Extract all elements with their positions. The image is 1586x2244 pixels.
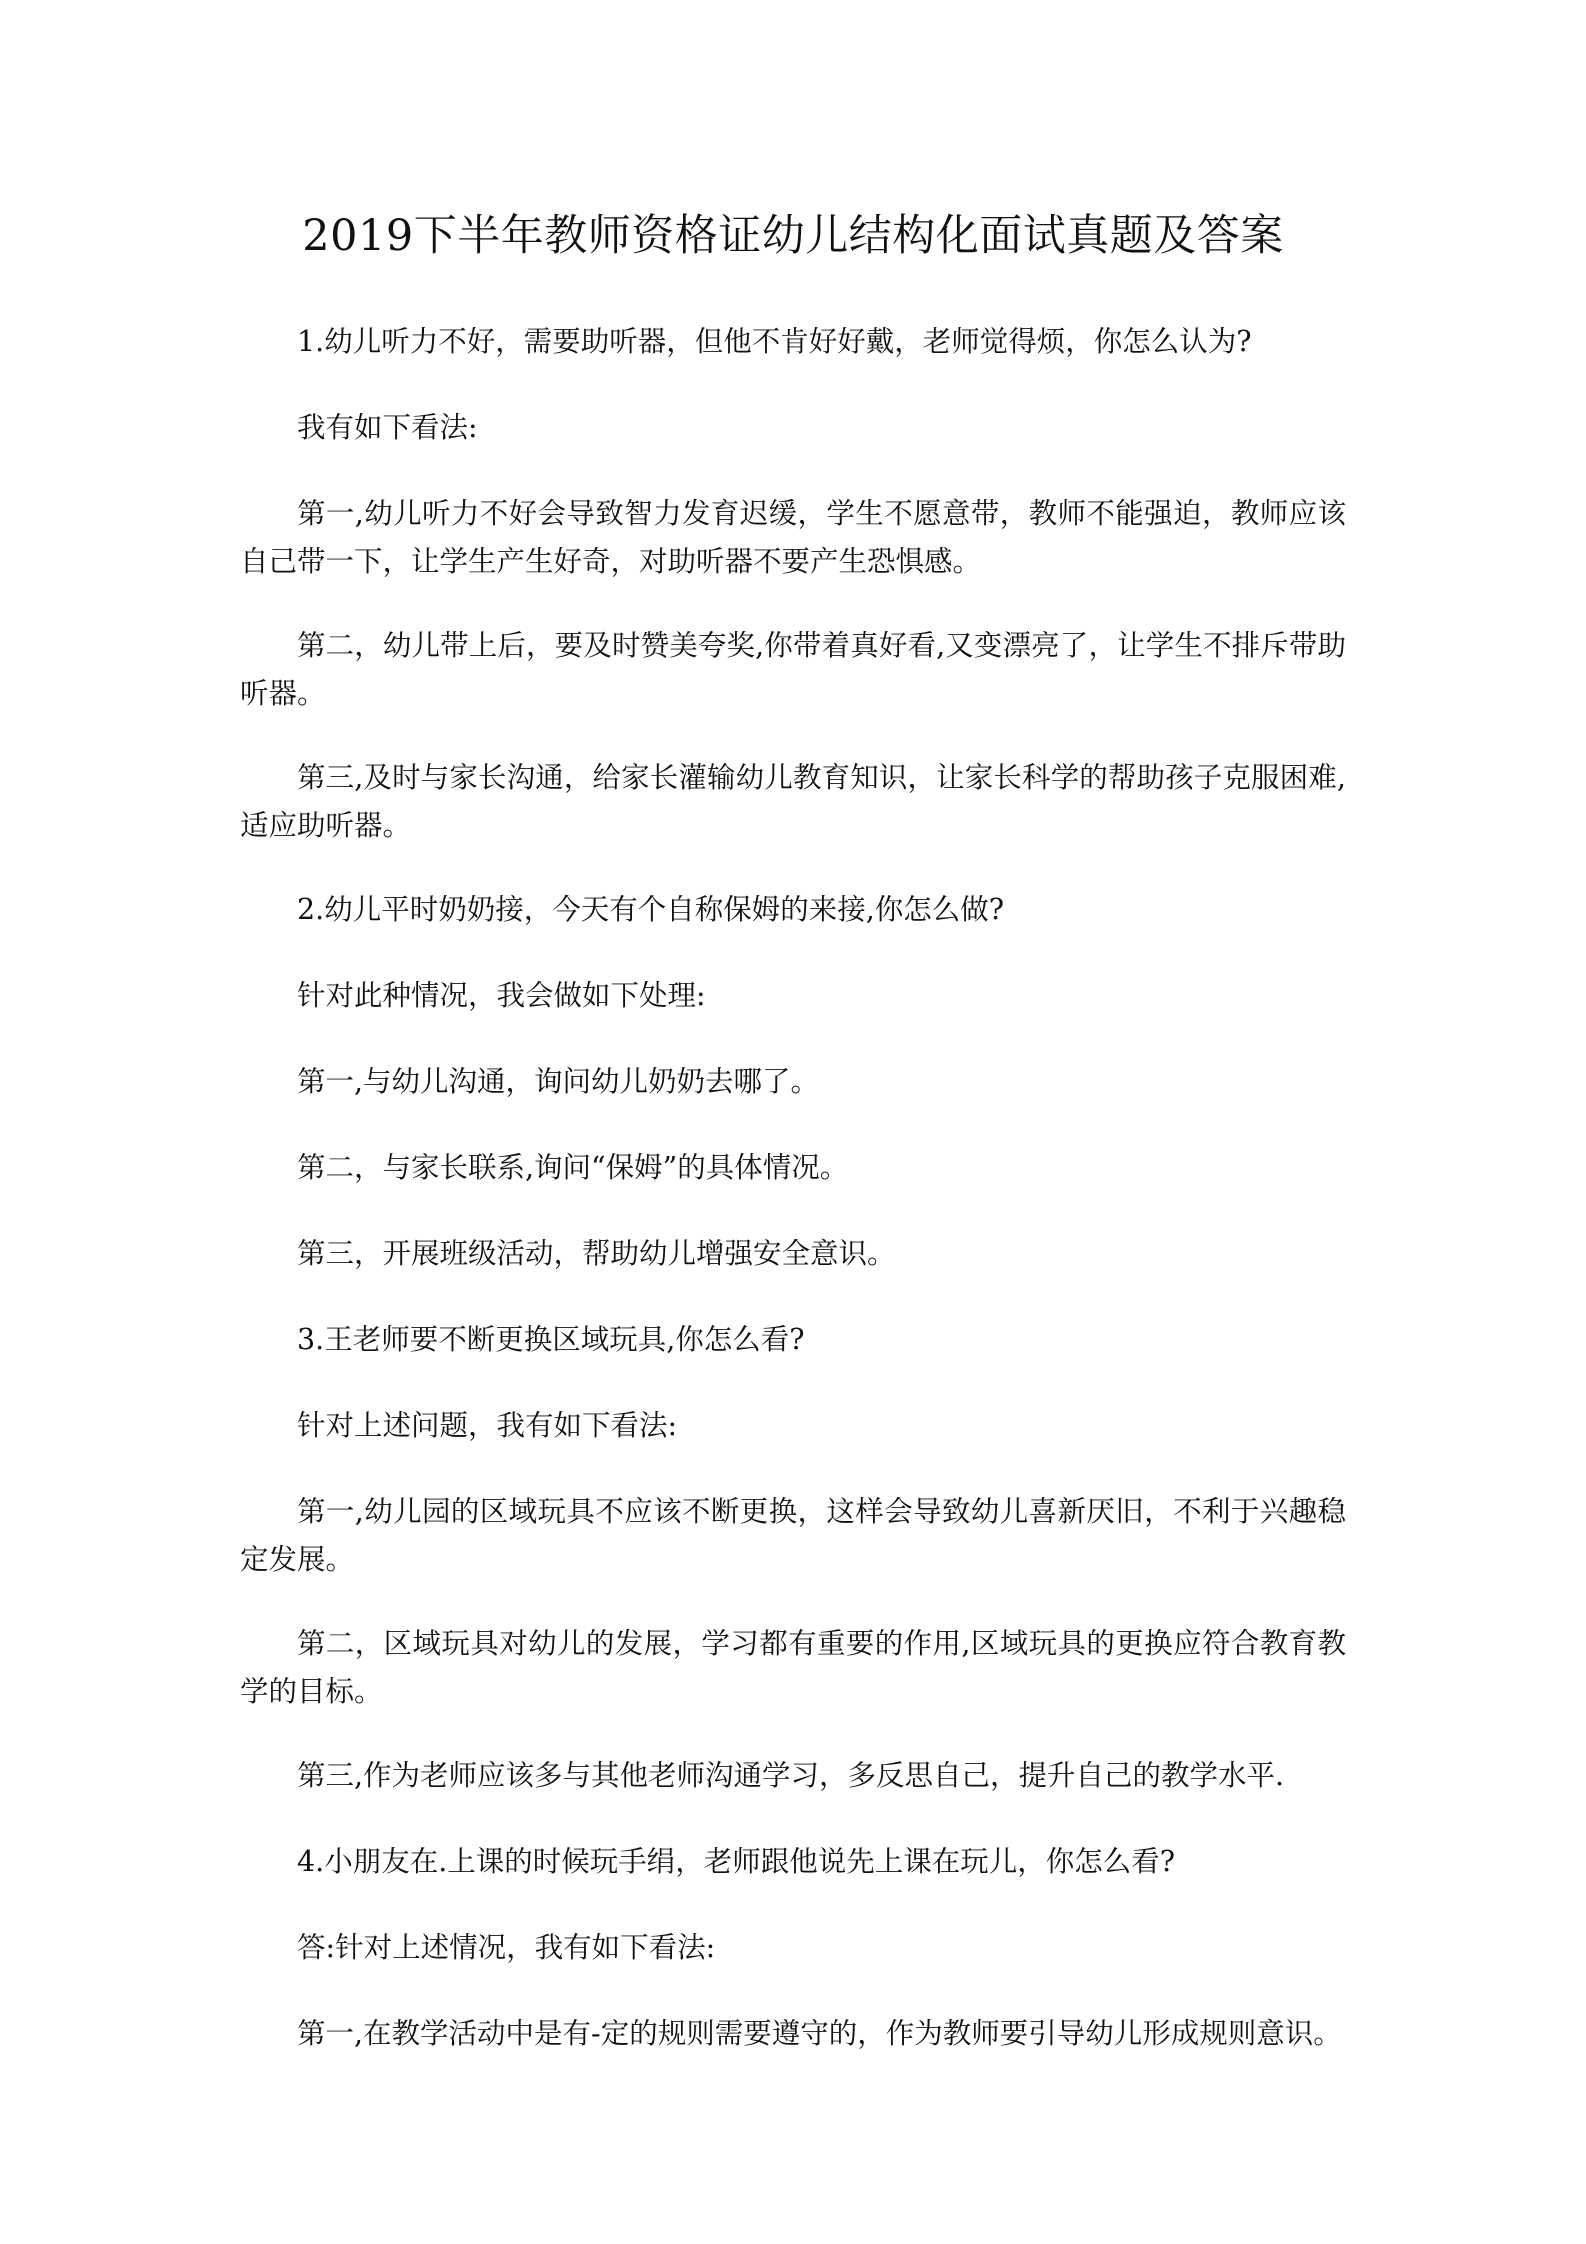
answer-1-intro: 我有如下看法:	[297, 411, 478, 444]
question-4: 4.小朋友在.上课的时候玩手绢，老师跟他说先上课在玩儿，你怎么看?	[297, 1845, 1176, 1878]
answer-3-point-3: 第三,作为老师应该多与其他老师沟通学习，多反思自己，提升自己的教学水平.	[297, 1759, 1285, 1792]
answer-4-intro: 答:针对上述情况，我有如下看法:	[297, 1931, 716, 1964]
question-1: 1.幼儿听力不好，需要助听器，但他不肯好好戴，老师觉得烦，你怎么认为?	[297, 325, 1252, 358]
question-2: 2.幼儿平时奶奶接，今天有个自称保姆的来接,你怎么做?	[297, 893, 1005, 926]
answer-2-intro: 针对此种情况，我会做如下处理:	[297, 979, 706, 1012]
document-body	[240, 318, 1346, 2096]
answer-3-point-1: 第一,幼儿园的区域玩具不应该不断更换，这样会导致幼儿喜新厌旧，不利于兴趣稳定发展。	[240, 1495, 1346, 1576]
answer-2-point-3: 第三，开展班级活动，帮助幼儿增强安全意识。	[297, 1237, 896, 1270]
answer-1-point-3: 第三,及时与家长沟通，给家长灌输幼儿教育知识，让家长科学的帮助孩子克服困难,适应助听器。	[240, 761, 1346, 842]
question-3: 3.王老师要不断更换区域玩具,你怎么看?	[297, 1323, 805, 1356]
answer-3-intro: 针对上述问题，我有如下看法:	[297, 1409, 678, 1442]
answer-4-point-1: 第一,在教学活动中是有-定的规则需要遵守的，作为教师要引导幼儿形成规则意识。	[297, 2017, 1342, 2050]
document-title: 2019下半年教师资格证幼儿结构化面试真题及答案	[302, 211, 1284, 261]
answer-2-point-2: 第二，与家长联系,询问“保姆”的具体情况。	[297, 1151, 849, 1184]
answer-1-point-1: 第一,幼儿听力不好会导致智力发育迟缓，学生不愿意带，教师不能强迫，教师应该自己带一下，让学生产生好奇，对助听器不要产生恐惧感。	[240, 497, 1346, 578]
answer-1-point-2: 第二，幼儿带上后，要及时赞美夸奖,你带着真好看,又变漂亮了，让学生不排斥带助听器。	[240, 629, 1346, 710]
answer-3-point-2: 第二，区域玩具对幼儿的发展，学习都有重要的作用,区域玩具的更换应符合教育教学的目标。	[240, 1627, 1346, 1708]
answer-2-point-1: 第一,与幼儿沟通，询问幼儿奶奶去哪了。	[297, 1065, 820, 1098]
